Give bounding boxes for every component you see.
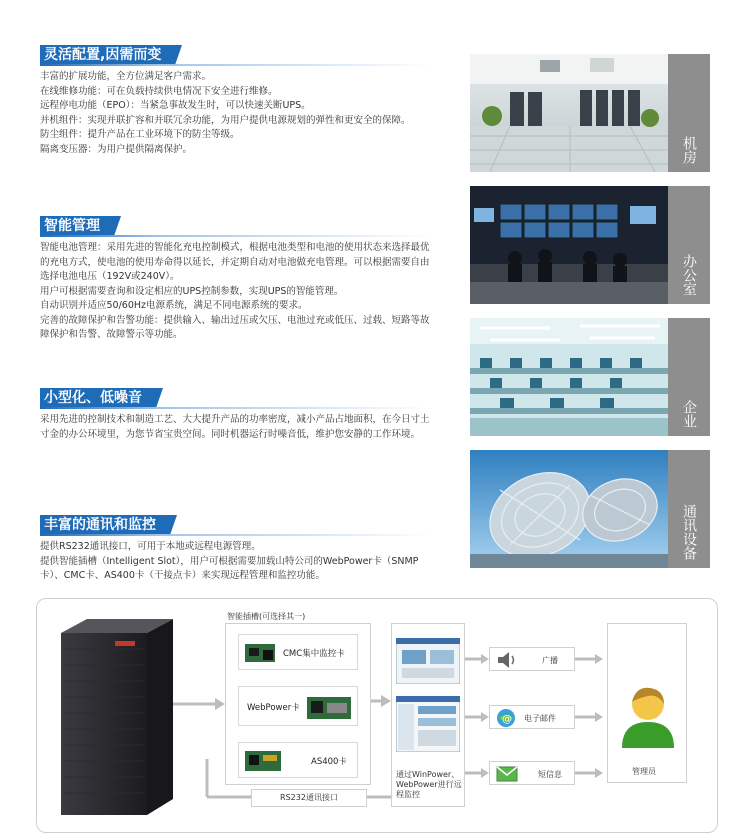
as400-card-icon <box>245 747 285 775</box>
svg-text:@: @ <box>502 714 512 725</box>
monitoring-diagram <box>36 598 718 833</box>
text-line: 在线维修功能：可在负载持续供电情况下安全进行维修。 <box>40 85 278 97</box>
sms-label: 短信息 <box>538 770 562 779</box>
text-line: 隔离变压器：为用户提供隔离保护。 <box>40 143 193 155</box>
section-smart-management <box>40 215 432 343</box>
section-title: 小型化、低噪音 <box>40 388 156 408</box>
cmc-card-icon <box>245 640 279 666</box>
as400-card <box>238 742 358 778</box>
sms-envelope-icon <box>496 766 518 782</box>
section-body <box>40 241 432 343</box>
photo-label-text: 办公室 <box>681 254 697 296</box>
photo-control-room <box>470 186 710 304</box>
cmc-card <box>238 634 358 670</box>
broadcast-box <box>489 647 575 671</box>
email-box <box>489 705 575 729</box>
sms-box <box>489 761 575 785</box>
photo-label <box>668 450 710 568</box>
admin-label: 管理员 <box>632 767 656 776</box>
text-line: 防尘组件：提升产品在工业环境下的防尘等级。 <box>40 129 240 140</box>
photo-label-text: 机房 <box>681 136 697 164</box>
rs232-label-box <box>251 789 367 807</box>
section-title: 灵活配置,因需而变 <box>40 45 175 65</box>
section-title: 丰富的通讯和监控 <box>40 515 170 535</box>
rs232-label: RS232通讯接口 <box>280 793 338 802</box>
control-room-image <box>470 186 668 304</box>
photo-label <box>668 54 710 172</box>
card-label: AS400卡 <box>311 757 347 767</box>
section-title: 智能管理 <box>40 216 114 236</box>
text-line: 自动识别并适应50/60Hz电源系统，满足不同电源系统的要求。 <box>40 300 308 311</box>
webpower-card <box>238 686 358 726</box>
administrator-avatar-icon <box>618 684 678 748</box>
section-body <box>40 540 432 584</box>
photo-label <box>668 186 710 304</box>
section-communication-monitoring <box>40 514 432 584</box>
webpower-screenshot-icon <box>396 696 460 752</box>
text-line: 智能电池管理：采用先进的智能化充电控制模式，根据电池类型和电池的使用状态来选择最优的充电方式，使电池的使用寿命得以延长，并定期自动对电池做充电管理。可以根据需要自由选择电池电压（192V或240V）。 <box>40 242 430 282</box>
speaker-icon <box>496 651 518 669</box>
monitor-caption: 通过WinPower、WebPower进行远程监控 <box>396 770 462 799</box>
card-label: WebPower卡 <box>247 703 300 713</box>
card-label: CMC集中监控卡 <box>283 649 345 659</box>
software-monitor-box <box>391 623 465 807</box>
admin-box <box>607 623 687 783</box>
email-label: 电子邮件 <box>524 714 556 723</box>
factory-image <box>470 318 668 436</box>
text-line: 完善的故障保护和告警功能：提供输入、输出过压或欠压、电池过充或低压、过载、短路等故障保护和告警、故障警示等功能。 <box>40 314 430 340</box>
section-compact-low-noise <box>40 387 432 442</box>
section-body <box>40 413 432 442</box>
section-flexible-config <box>40 44 432 157</box>
text-line: 提供智能插槽（Intelligent Slot），用户可根据需要加载山特公司的WebPower卡（SNMP卡）、CMC卡、AS400卡（干接点卡）来实现远程管理和监控功能。 <box>40 555 419 581</box>
text-line: 并机组件：实现并联扩容和并联冗余功能，为用户提供电源规划的弹性和更安全的保障。 <box>40 114 411 126</box>
text-line: 用户可根据需要查询和设定相应的UPS控制参数，实现UPS的智能管理。 <box>40 285 344 297</box>
webpower-card-icon <box>305 691 353 723</box>
intelligent-slot-box <box>225 623 371 785</box>
photo-label-text: 通讯设备 <box>681 504 697 560</box>
text-line: 远程停电功能（EPO）：当紧急事故发生时，可以快速关断UPS。 <box>40 100 311 111</box>
text-line: 丰富的扩展功能，全方位满足客户需求。 <box>40 71 212 82</box>
photo-satellite <box>470 450 710 568</box>
slot-title: 智能插槽(可选择其一) <box>227 612 306 621</box>
photo-label <box>668 318 710 436</box>
text-line: 采用先进的控制技术和制造工艺、大大提升产品的功率密度，减小产品占地面积，在今日寸土寸金的办公环境里，为您节省宝贵空间。同时机器运行时噪音低，维护您安静的工作环境。 <box>40 414 430 440</box>
photo-label-text: 企业 <box>681 400 697 428</box>
section-body <box>40 70 432 157</box>
satellite-dish-image <box>470 450 668 568</box>
photo-server-room <box>470 54 710 172</box>
broadcast-label: 广播 <box>542 656 558 665</box>
text-line: 提供RS232通讯接口，可用于本地或远程电源管理。 <box>40 541 261 552</box>
server-room-image <box>470 54 668 172</box>
email-globe-icon <box>496 708 516 728</box>
winpower-screenshot-icon <box>396 638 460 684</box>
photo-factory <box>470 318 710 436</box>
